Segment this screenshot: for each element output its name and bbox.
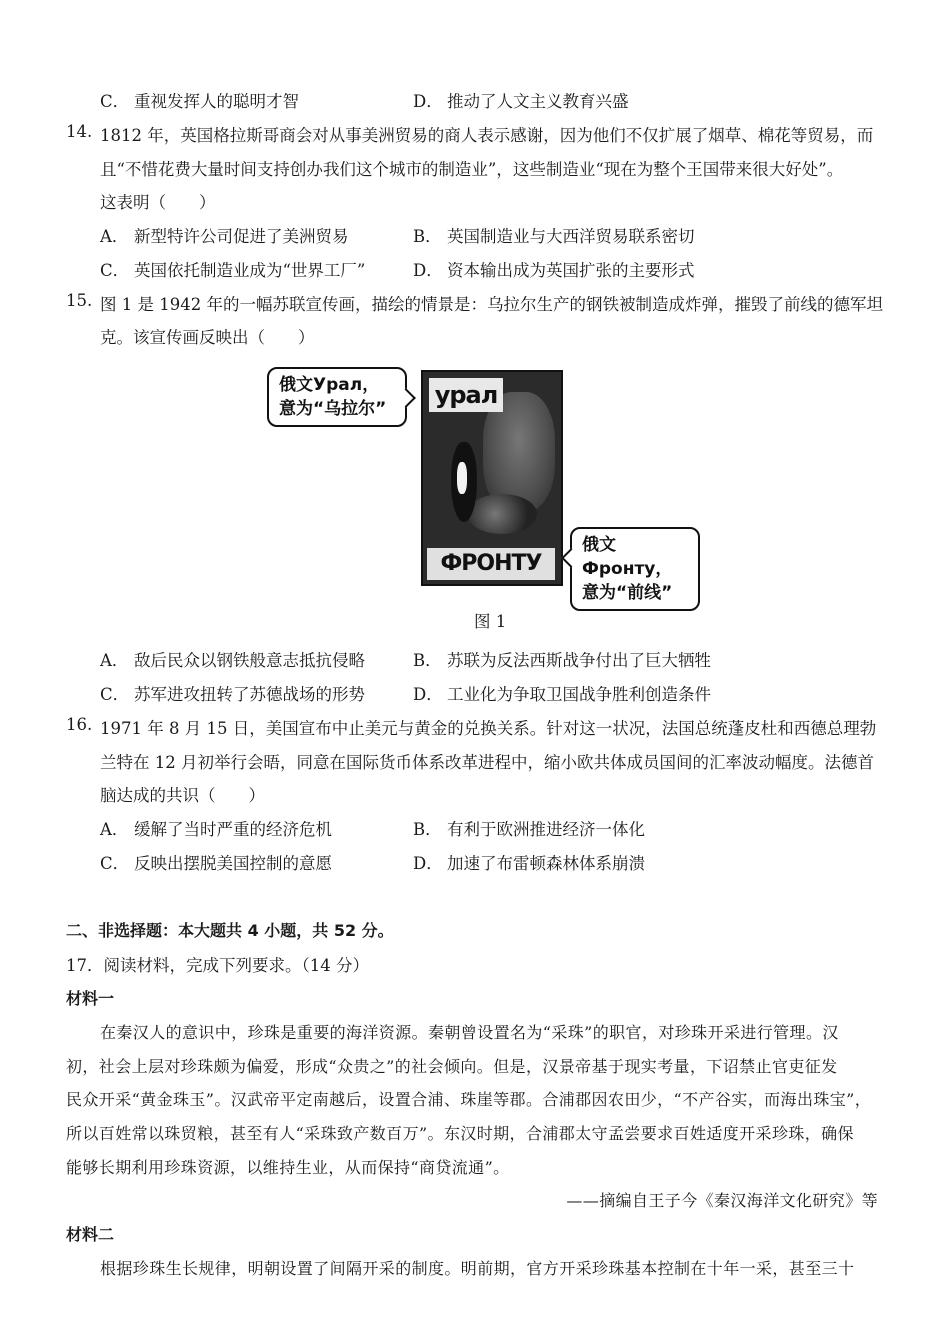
material-1-title: 材料一 <box>66 989 115 1008</box>
q16-number: 16. <box>66 715 93 734</box>
q15-option-c: C． 苏军进攻扭转了苏德战场的形势 <box>100 685 365 704</box>
material-2-title: 材料二 <box>66 1225 115 1244</box>
q14-number: 14. <box>66 122 93 141</box>
callout-front-line-2: 意为“前线” <box>582 583 673 603</box>
material-1-line-2: 初，社会上层对珍珠颇为偏爱，形成“众贵之”的社会倾向。但是，汉景帝基于现实考量，下诏禁止官吏征发 <box>66 1057 838 1076</box>
callout-ural-line-1: 俄文Урал， <box>279 375 380 395</box>
material-1-line-4: 所以百姓常以珠贸粮，甚至有人“采珠致产数百万”。东汉时期，合浦郡太守孟尝要求百姓适度开采珍珠，确保 <box>66 1124 854 1143</box>
material-1-line-3: 民众开采“黄金珠玉”。汉武帝平定南越后，设置合浦、珠崖等郡。合浦郡因农田少，“不产谷实，而海出珠宝”， <box>66 1090 872 1109</box>
q14-line-2: 且“不惜花费大量时间支持创办我们这个城市的制造业”，这些制造业“现在为整个王国带来很大好处”。 <box>100 160 844 179</box>
q15-option-d: D． 工业化为争取卫国战争胜利创造条件 <box>413 685 711 704</box>
material-1-source: ——摘编自王子今《秦汉海洋文化研究》等 <box>566 1191 878 1210</box>
callout-ural <box>267 367 407 427</box>
callout-ural-pointer <box>396 388 416 408</box>
material-1-line-1: 在秦汉人的意识中，珍珠是重要的海洋资源。秦朝曾设置名为“采珠”的职官，对珍珠开采进行管理。汉 <box>100 1023 839 1042</box>
figure-caption: 图 1 <box>474 612 507 631</box>
q13-option-c: C． 重视发挥人的聪明才智 <box>100 92 299 111</box>
q15-line-1: 图 1 是 1942 年的一幅苏联宣传画，描绘的情景是：乌拉尔生产的钢铁被制造成炸弹，摧毁了前线的德军坦 <box>100 295 883 314</box>
q16-option-d: D． 加速了布雷顿森林体系崩溃 <box>413 854 645 873</box>
q16-option-a: A． 缓解了当时严重的经济危机 <box>100 820 332 839</box>
q14-option-d: D． 资本输出成为英国扩张的主要形式 <box>413 261 695 280</box>
q13-option-d: D． 推动了人文主义教育兴盛 <box>413 92 629 111</box>
material-2-line-1: 根据珍珠生长规律，明朝设置了间隔开采的制度。明前期，官方开采珍珠基本控制在十年一采，甚至三十 <box>100 1259 855 1278</box>
material-1-line-5: 能够长期利用珍珠资源，以维持生业，从而保持“商贷流通”。 <box>66 1158 510 1177</box>
q16-line-1: 1971 年 8 月 15 日，美国宣布中止美元与黄金的兑换关系。针对这一状况，法国总统蓬皮杜和西德总理勃 <box>100 719 877 738</box>
q15-option-b: B． 苏联为反法西斯战争付出了巨大牺牲 <box>413 651 711 670</box>
q14-option-c: C． 英国依托制造业成为“世界工厂” <box>100 261 366 280</box>
q15-number: 15. <box>66 291 93 310</box>
q14-line-1: 1812 年，英国格拉斯哥商会对从事美洲贸易的商人表示感谢，因为他们不仅扩展了烟草、棉花等贸易，而 <box>100 126 874 145</box>
callout-front <box>570 527 700 611</box>
q16-option-c: C． 反映出摆脱美国控制的意愿 <box>100 854 332 873</box>
callout-front-line-1: 俄文Фронту， <box>582 535 673 579</box>
poster-bottom-text: ФРОНТУ <box>427 548 555 580</box>
poster-explosion <box>467 494 537 534</box>
soviet-poster-image <box>421 370 563 586</box>
poster-bomb-highlight <box>457 462 467 494</box>
q16-line-2: 兰特在 12 月初举行会晤，同意在国际货币体系改革进程中，缩小欧共体成员国间的汇率波动幅度。法德首 <box>100 753 874 772</box>
q16-line-3: 脑达成的共识（ ） <box>100 786 265 805</box>
q15-option-a: A． 敌后民众以钢铁般意志抵抗侵略 <box>100 651 365 670</box>
q17-intro: 17．阅读材料，完成下列要求。（14 分） <box>66 956 369 975</box>
q15-line-2: 克。该宣传画反映出（ ） <box>100 328 315 347</box>
q14-line-3: 这表明（ ） <box>100 193 216 212</box>
callout-front-pointer <box>561 548 581 568</box>
q14-option-b: B． 英国制造业与大西洋贸易联系密切 <box>413 227 695 246</box>
poster-top-text: урал <box>429 378 503 412</box>
q16-option-b: B． 有利于欧洲推进经济一体化 <box>413 820 645 839</box>
callout-ural-line-2: 意为“乌拉尔” <box>279 399 387 419</box>
q14-option-a: A． 新型特许公司促进了美洲贸易 <box>100 227 349 246</box>
section-2-heading: 二、非选择题：本大题共 4 小题，共 52 分。 <box>66 921 394 940</box>
